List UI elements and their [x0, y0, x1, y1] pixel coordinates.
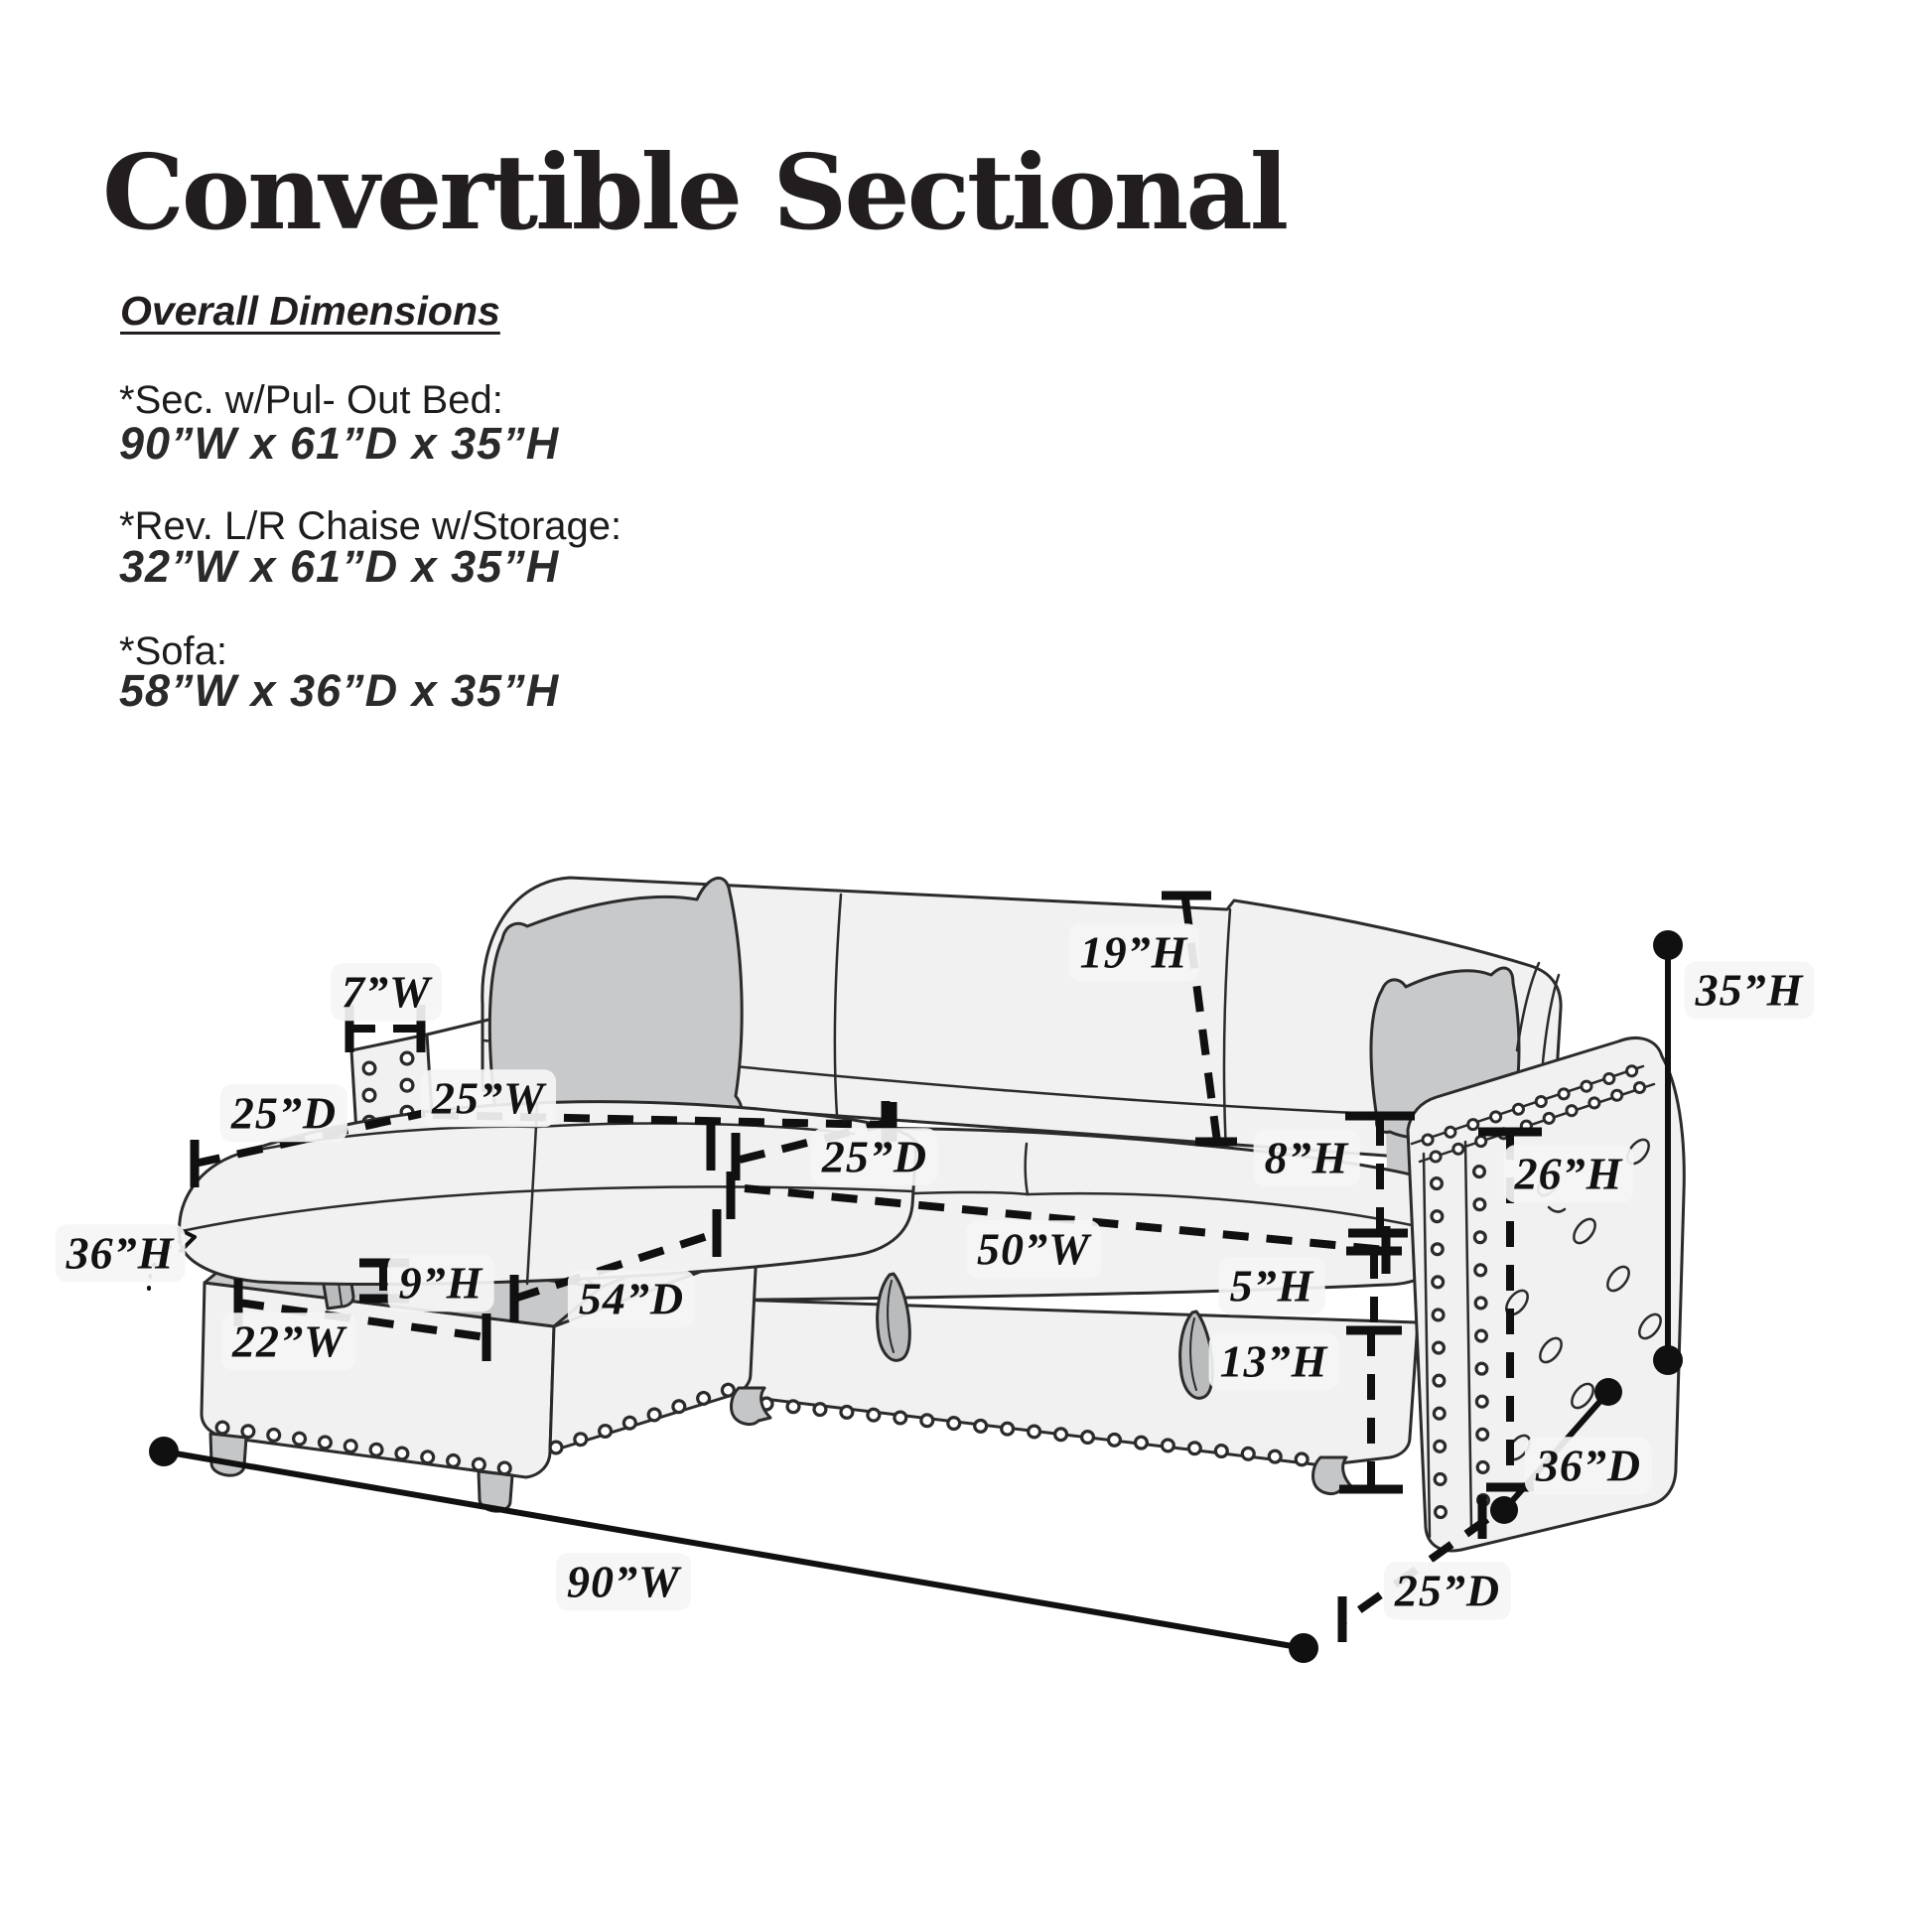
chaise-leg-left — [210, 1434, 246, 1475]
dimension-label-chaise-depth: 25”D — [220, 1084, 347, 1142]
specs-heading: Overall Dimensions — [120, 288, 500, 334]
dimension-label-arm-panel: 26”H — [1504, 1145, 1634, 1202]
dimension-label-overall-width: 90”W — [556, 1553, 691, 1610]
dimension-label-pullout-depth: 25”D — [1384, 1562, 1511, 1619]
page-title: Convertible Sectional — [102, 130, 1287, 253]
spec-value-sectional: 90”W x 61”D x 35”H — [119, 418, 560, 469]
dimension-label-chaise-width: 25”W — [421, 1069, 556, 1127]
dimension-label-seat-height: 36”H — [56, 1224, 186, 1282]
spec-label-chaise: *Rev. L/R Chaise w/Storage: — [119, 504, 622, 548]
dimension-label-overall-height: 35”H — [1685, 961, 1815, 1019]
dimension-label-armrest-gap: 8”H — [1254, 1129, 1360, 1186]
spec-label-sofa: *Sofa: — [119, 629, 227, 673]
dimension-label-storage-width: 22”W — [221, 1312, 356, 1370]
dimension-label-base-height: 13”H — [1209, 1332, 1339, 1390]
dimension-label-storage-height: 9”H — [388, 1254, 494, 1311]
dimension-label-chaise-length: 54”D — [568, 1270, 695, 1327]
dimension-label-seat-rail: 5”H — [1219, 1257, 1325, 1314]
dimension-label-back-height: 19”H — [1069, 923, 1199, 981]
dim-line-overall-width — [164, 1451, 1304, 1648]
spec-value-chaise: 32”W x 61”D x 35”H — [119, 541, 560, 592]
dimension-label-sofa-depth: 36”D — [1525, 1437, 1652, 1494]
spec-label-sectional: *Sec. w/Pul- Out Bed: — [119, 378, 503, 422]
spec-value-sofa: 58”W x 36”D x 35”H — [119, 665, 560, 716]
dimension-label-arm-width: 7”W — [331, 963, 442, 1021]
dimension-label-seat-width: 50”W — [966, 1220, 1101, 1278]
dimension-label-seat-depth: 25”D — [811, 1128, 938, 1185]
